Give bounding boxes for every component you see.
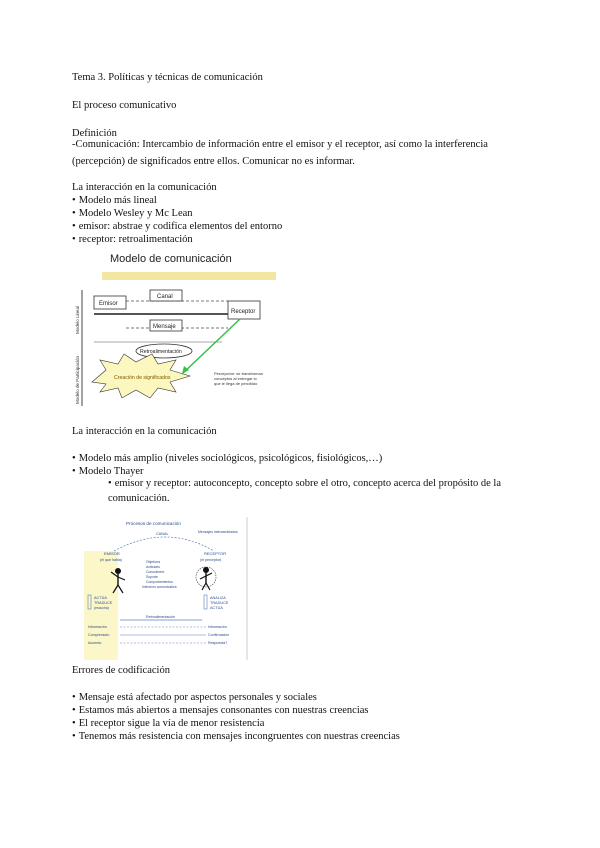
right-label-3: ACTÚA — [210, 606, 223, 610]
emisor-subtitle: (el que habla) — [100, 558, 122, 562]
side-label-bottom: Modelo de Participación — [75, 355, 80, 404]
emisor-title: EMISOR — [104, 551, 120, 556]
middle-item: Conociment. — [146, 570, 166, 574]
figure2-title: Procesos de comunicación — [126, 521, 181, 526]
bullet-icon: • — [72, 453, 76, 464]
list-item — [72, 194, 157, 207]
errors-heading: Errores de codificación — [72, 665, 170, 676]
green-arrow — [182, 319, 240, 374]
middle-item: Objetivos — [146, 560, 161, 564]
list-item — [72, 730, 400, 743]
list-item — [72, 452, 382, 465]
bottom-right-item: Confirmación — [208, 633, 230, 637]
bullet-icon: • — [72, 234, 76, 245]
middle-item: Comportamientos — [146, 580, 173, 584]
list-item-text: emisor: abstrae y codifica elementos del entorno — [78, 221, 283, 232]
figure1-title: Modelo de comunicación — [110, 253, 232, 265]
bullet-icon: • — [72, 692, 76, 703]
bullet-icon: • — [72, 466, 76, 477]
top-right-label: Mensajes intercambiados — [198, 530, 238, 534]
bullet-icon: • — [72, 731, 76, 742]
list-item-text: Tenemos más resistencia con mensajes incongruentes con nuestras creencias — [78, 731, 400, 742]
left-label-2: TRADUCE — [94, 601, 113, 605]
canal-label: Canal — [157, 294, 173, 300]
list-item — [72, 704, 369, 717]
communication-model-figure — [72, 246, 278, 408]
right-label-2: TRADUCE — [210, 601, 229, 605]
note-line-2: conceptos al entregar lo — [214, 376, 257, 381]
note-line-3: que le llega de percibido — [214, 381, 258, 386]
left-label-1: ACTÚA — [94, 596, 107, 600]
retro-label: Retroalimentación — [140, 349, 182, 355]
list-item — [72, 717, 264, 730]
bullet-icon: • — [72, 705, 76, 716]
receptor-title: RECEPTOR — [204, 551, 227, 556]
section-heading: El proceso comunicativo — [72, 100, 177, 111]
receptor-label: Receptor — [231, 309, 256, 315]
bottom-left-item: Acuerdo — [88, 641, 102, 645]
bullet-icon: • — [72, 718, 76, 729]
green-arrow-head — [182, 366, 189, 374]
list-item-text: receptor: retroalimentación — [78, 234, 193, 245]
middle-item: Intención comunicativa — [142, 585, 177, 589]
interaction-heading-2: La interacción en la comunicación — [72, 426, 217, 437]
list-item-text: Modelo Thayer — [78, 466, 144, 477]
interaction-heading-1: La interacción en la comunicación — [72, 182, 217, 193]
right-label-1: ANALIZA — [210, 596, 226, 600]
bottom-left-item: Comprensión — [88, 633, 110, 637]
bottom-right-item: Información — [208, 625, 227, 629]
mensaje-label: Mensaje — [153, 324, 176, 330]
list-item-text: Modelo más lineal — [78, 195, 157, 206]
bottom-left-item: Información — [88, 625, 107, 629]
thayer-model-figure — [84, 517, 248, 660]
bullet-icon: • — [72, 208, 76, 219]
list-item — [72, 691, 317, 704]
list-item-text: Modelo Wesley y Mc Lean — [78, 208, 193, 219]
definition-heading: Definición — [72, 128, 117, 139]
bullet-icon: • — [108, 478, 112, 489]
bullet-icon: • — [72, 221, 76, 232]
creacion-label: Creación de significados — [114, 375, 171, 381]
receptor-subtitle: (el perceptor) — [200, 558, 222, 562]
list-item-text: Estamos más abiertos a mensajes consonantes con nuestras creencias — [78, 705, 369, 716]
left-label-3: (escucha) — [94, 606, 109, 610]
bottom-right-item: Respuesta? — [208, 641, 228, 645]
list-item — [72, 233, 193, 246]
communication-model-diagram — [72, 246, 278, 408]
retro-label-2: Retroalimentación — [146, 615, 175, 619]
thayer-model-diagram — [84, 517, 248, 660]
title-underline-band — [102, 272, 276, 280]
side-label-top: Modelo Lineal — [75, 305, 80, 334]
note-line-1: Percepción: se transforman — [214, 371, 263, 376]
middle-item: Soporte — [146, 575, 158, 579]
bullet-icon: • — [72, 195, 76, 206]
middle-item: Actitudes — [146, 565, 160, 569]
list-item-text: El receptor sigue la vía de menor resistencia — [78, 718, 265, 729]
list-item — [72, 207, 193, 220]
list-item — [72, 220, 282, 233]
definition-text: -Comunicación: Intercambio de información entre el emisor y el receptor, así como la interferencia (percepción) de significados entre ellos. Comunicar no es informar. — [72, 139, 488, 167]
canal-label-2: CANAL — [156, 532, 169, 536]
list-item-text: Mensaje está afectado por aspectos personales y sociales — [78, 692, 317, 703]
emisor-label: Emisor — [99, 301, 118, 307]
sub-list-item-text: emisor y receptor: autoconcepto, concepto sobre el otro, concepto acerca del propósito de la comunicación. — [108, 478, 501, 504]
list-item-text: Modelo más amplio (niveles sociológicos, psicológicos, fisiológicos,…) — [78, 453, 383, 464]
document-title: Tema 3. Políticas y técnicas de comunicación — [72, 72, 263, 83]
sub-list-item — [108, 476, 508, 506]
